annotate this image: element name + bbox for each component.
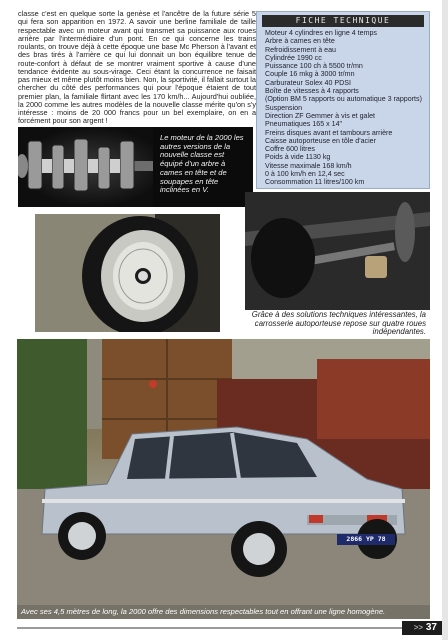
- page-number: [402, 621, 442, 635]
- car-photo: [17, 339, 430, 619]
- tech-sheet: [256, 11, 430, 189]
- tech-sheet-title: FICHE TECHNIQUE: [262, 15, 424, 27]
- tech-sheet-item: Refroidissement à eau: [265, 45, 336, 54]
- tech-sheet-item: Carburateur Solex 40 PDSI: [265, 78, 351, 87]
- engine-caption: Le moteur de la 2000 les autres versions de la nouvelle classe est équipé d'un arbre à cames en tête et de soupapes en tête inclinées en V.: [156, 131, 252, 207]
- tech-sheet-item: 0 à 100 km/h en 12,4 sec: [265, 170, 345, 179]
- tech-sheet-item: Freins disques avant et tambours arrière: [265, 128, 393, 137]
- tech-sheet-item: Moteur 4 cylindres en ligne 4 temps: [265, 29, 377, 37]
- wheel-photo: [35, 214, 220, 332]
- tech-sheet-list: [257, 29, 429, 187]
- tech-sheet-item: Poids à vide 1130 kg: [265, 153, 331, 162]
- tech-sheet-item: Coffre 600 litres: [265, 145, 315, 154]
- license-plate: 2866 YP 78: [346, 535, 386, 543]
- tech-sheet-item: Vitesse maximale 168 km/h: [265, 161, 352, 170]
- tech-sheet-item: Boîte de vitesses à 4 rapports: [265, 87, 359, 96]
- tech-sheet-item: Suspension: [265, 103, 303, 112]
- article-text: classe c'est en quelque sorte la genèse et l'ancêtre de la future série 5 qui fera son apparition en 1972. A savoir une berline familiale de taille respectable avec un moteur avant qui transmet sa puissance aux roues arrière par l'intermédiaire d'un pont. En ce qui concerne les trains roulants, on trouve déjà à cette époque une base Mc Pherson à l'avant et des bras tirés à l'arrière ce qui lui donnait un bon équilibre tenue de route-confort à défaut de se montrer vraiment sportive à cause d'une tendance évidente au sous-virage. Ceci étant la concurrence ne faisait pas mieux et même plutôt moins bien. Non, la sportivité, il fallait surtout la chercher du côté des performances qui pour l'époque étaient de tout premier plan, la familiale flirtant avec les 170 km/h... Aujourd'hui oubliée, la 2000 comme les autres modèles de la nouvelle classe mérite qu'on s'y intéresse : moins de 20 000 francs pour un bel exemplaire, on en a forcément pour son argent !: [18, 9, 256, 126]
- tech-sheet-item: (Option BM 5 rapports ou automatique 3 rapports): [265, 95, 422, 104]
- tech-sheet-item: Caisse autoporteuse en tôle d'acier: [265, 136, 376, 145]
- tech-sheet-item: Arbre à cames en tête: [265, 37, 335, 46]
- footer-rule: [17, 627, 402, 629]
- car-caption: Avec ses 4,5 mètres de long, la 2000 offre des dimensions respectables tout en offrant une ligne homogène.: [17, 605, 430, 619]
- tech-sheet-item: Direction ZF Gemmer à vis et galet: [265, 111, 375, 120]
- tech-sheet-item: Consommation 11 litres/100 km: [265, 178, 365, 187]
- tech-sheet-item: Couple 16 mkg à 3000 tr/mn: [265, 70, 355, 79]
- tech-sheet-item: Pneumatiques 165 x 14": [265, 120, 343, 129]
- tech-sheet-item: Cylindrée 1990 cc: [265, 53, 322, 62]
- suspension-photo: [245, 192, 430, 310]
- engine-photo: [18, 127, 153, 207]
- page-number-chevrons: >>: [413, 623, 424, 632]
- page-number-value: 37: [425, 622, 437, 633]
- suspension-caption: Grâce à des solutions techniques intéressantes, la carrosserie autoporteuse repose sur quatre roues indépendantes.: [251, 310, 426, 337]
- tech-sheet-item: Puissance 100 ch à 5500 tr/mn: [265, 62, 363, 71]
